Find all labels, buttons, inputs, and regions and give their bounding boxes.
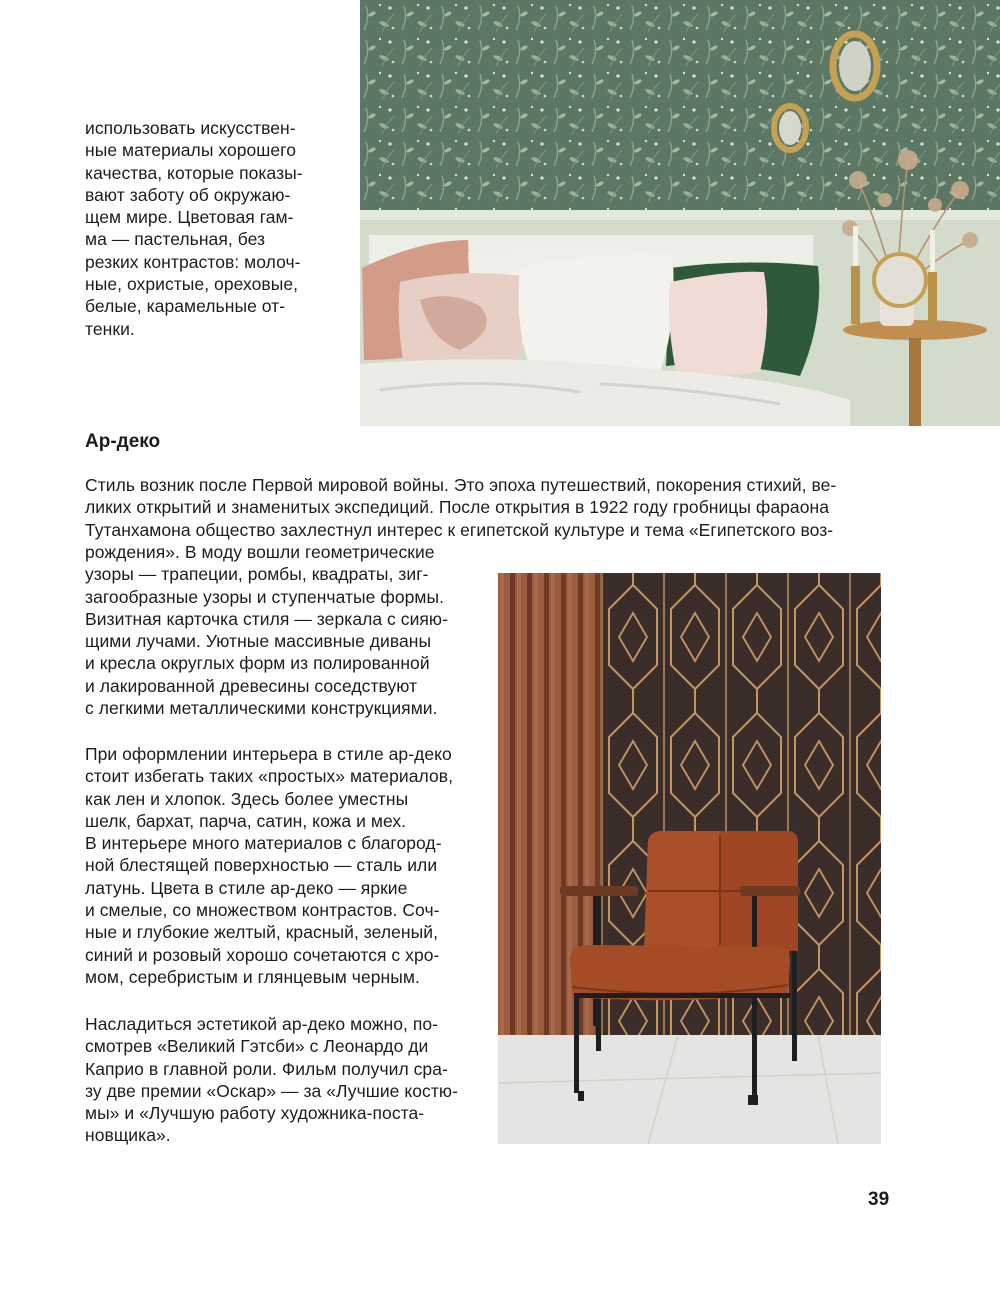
paragraph-1-line: Стиль возник после Первой мировой войны. Это эпоха путешествий, покорения стихий, ве- (85, 475, 837, 495)
paragraph-1-line: загообразные узоры и ступенчатые формы. (85, 586, 445, 607)
paragraph-1-line: Визитная карточка стиля — зеркала с сияю- (85, 608, 448, 629)
blush-pillow (669, 272, 767, 375)
side-table (843, 320, 987, 340)
paragraph-2 (85, 743, 453, 988)
paragraph-1-line: и лакированной древесины соседствуют (85, 675, 418, 696)
intro-line: ные материалы хорошего (85, 140, 297, 161)
intro-line: ма — пастельная, без (85, 229, 266, 250)
paragraph-2-line: ной блестящей поверхностью — сталь или (85, 855, 438, 876)
art-deco-photo (498, 573, 881, 1144)
paragraph-1-line: Тутанхамона общество захлестнул интерес к египетской культуре и тема «Египетского воз- (85, 519, 834, 540)
paragraph-2-line: как лен и хлопок. Здесь более уместны (85, 788, 409, 809)
intro-line: белые, карамельные от- (85, 296, 286, 317)
paragraph-2-line: и смелые, со множеством контрастов. Соч- (85, 900, 440, 921)
white-pillow (518, 255, 673, 374)
intro-paragraph (85, 117, 303, 340)
paragraph-1-line: рождения». В моду вошли геометрические (85, 542, 435, 562)
intro-line: ные, охристые, ореховые, (85, 274, 299, 295)
paragraph-2-line: В интерьере много материалов с благород- (85, 833, 442, 854)
intro-line: тенки. (85, 318, 135, 339)
bedroom-photo (360, 0, 1000, 426)
paragraph-1-line: щими лучами. Уютные массивные диваны (85, 631, 432, 652)
paragraph-1-line: ликих открытий и знаменитых экспедиций. После открытия в 1922 году гробницы фараона (85, 497, 829, 518)
paragraph-1-line: узоры — трапеции, ромбы, квадраты, зиг- (85, 564, 429, 585)
paragraph-2-line: мом, серебристым и глянцевым черным. (85, 966, 420, 987)
paragraph-2-line: латунь. Цвета в стиле ар-деко — яркие (85, 877, 408, 898)
paragraph-2-line: шелк, бархат, парча, сатин, кожа и мех. (85, 810, 407, 831)
round-mirror (874, 254, 926, 306)
paragraph-2-line: ные и глубокие желтый, красный, зеленый, (85, 922, 438, 943)
paragraph-1-line: и кресла округлых форм из полированной (85, 653, 430, 674)
paragraph-1-column (85, 541, 448, 719)
paragraph-1-full-width (85, 474, 836, 541)
intro-line: вают заботу об окружаю- (85, 184, 291, 205)
paragraph-2-line: стоит избегать таких «простых» материалов, (85, 766, 453, 787)
paragraph-3-line: смотрев «Великий Гэтсби» с Леонардо ди (85, 1036, 429, 1057)
intro-line: резких контрастов: молоч- (85, 251, 301, 272)
intro-line: щем мире. Цветовая гам- (85, 207, 294, 228)
bedroom-illustration (360, 0, 1000, 426)
floor (498, 1035, 881, 1144)
paragraph-3 (85, 1013, 458, 1147)
intro-line: качества, которые показы- (85, 162, 303, 183)
paragraph-1-line: с легкими металлическими конструкциями. (85, 698, 438, 719)
art-deco-illustration (498, 573, 881, 1144)
paragraph-3-line: зу две премии «Оскар» — за «Лучшие костю- (85, 1080, 458, 1101)
paragraph-3-line: новщика». (85, 1125, 171, 1146)
paragraph-2-line: синий и розовый хорошо сочетаются с хро- (85, 944, 440, 965)
paragraph-3-line: мы» и «Лучшую работу художника-поста- (85, 1103, 425, 1124)
section-heading: Ар-деко (85, 431, 161, 452)
paragraph-3-line: Насладиться эстетикой ар-деко можно, по- (85, 1014, 439, 1034)
intro-line: использовать искусствен- (85, 118, 296, 138)
paragraph-2-line: При оформлении интерьера в стиле ар-деко (85, 744, 452, 764)
page-number: 39 (868, 1189, 890, 1210)
paragraph-3-line: Каприо в главной роли. Фильм получил сра- (85, 1058, 448, 1079)
wallpaper (360, 0, 1000, 215)
